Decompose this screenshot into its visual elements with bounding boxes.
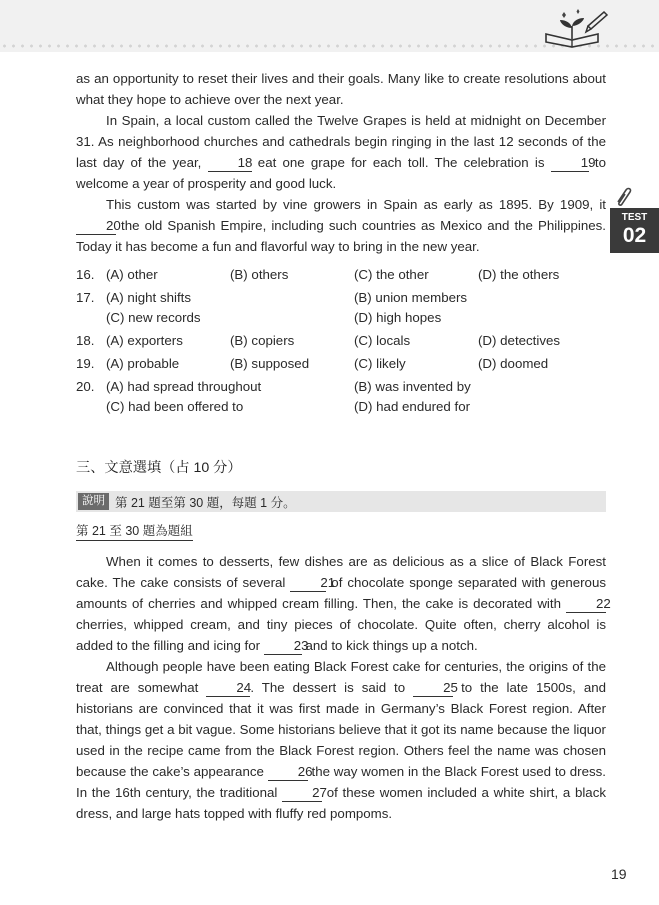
answer-options [76, 265, 606, 417]
question-number: 20. [76, 379, 95, 394]
section-title: 三、文意選填（占 10 分） [76, 460, 242, 476]
blank-22[interactable]: 22 [566, 596, 606, 613]
blank-27[interactable]: 27 [282, 785, 322, 802]
blank-20[interactable]: 20 [76, 218, 116, 235]
paragraph-custom-history [76, 194, 606, 257]
text: to welcome a year of prosperity and good luck. [76, 155, 607, 191]
option-b[interactable]: (B) supposed [230, 356, 310, 371]
blank-25[interactable]: 25 [413, 680, 453, 697]
question-group-title: 第 21 至 30 題為題組 [76, 522, 193, 541]
text: . The dessert is said to [250, 680, 406, 695]
option-b[interactable]: (B) was invented by [354, 379, 471, 394]
text: to the late 1500s, and historians are convinced that it was first made in Germany’s Black Forest region. After that, things get a bit vague. Some historians believe that it got its name because the liquor used in the recipe came from the Black Forest region. Others feel the name was chosen because the cake’s appearance [76, 680, 607, 779]
text: of chocolate sponge separated with generous amounts of cherries and whipped cream filling. Then, the cake is decorated with [76, 575, 606, 611]
option-c[interactable]: (C) likely [354, 356, 406, 371]
question-19 [76, 354, 606, 374]
question-number: 16. [76, 267, 95, 282]
text: of these women included a white shirt, a black dress, and large hats topped with fluffy red pompoms. [76, 785, 606, 821]
option-a[interactable]: (A) exporters [106, 333, 183, 348]
option-d[interactable]: (D) had endured for [354, 399, 471, 414]
option-a[interactable]: (A) had spread throughout [106, 379, 262, 394]
paragraph-twelve-grapes [76, 110, 606, 194]
text: eat one grape for each toll. The celebration is [257, 155, 545, 170]
book-plant-icon [538, 6, 610, 48]
option-c[interactable]: (C) locals [354, 333, 411, 348]
option-a[interactable]: (A) night shifts [106, 290, 191, 305]
question-17 [76, 288, 606, 328]
blank-26[interactable]: 26 [268, 764, 308, 781]
option-c[interactable]: (C) had been offered to [106, 399, 244, 414]
paragraph-origins [76, 656, 606, 824]
option-a[interactable]: (A) other [106, 267, 158, 282]
instruction-bar [76, 491, 606, 512]
blank-23[interactable]: 23 [264, 638, 302, 655]
text: the old Spanish Empire, including such countries as Mexico and the Philippines. Today it has become a fun and flavorful way to bring in the new year. [76, 218, 606, 254]
question-18 [76, 331, 606, 351]
paragraph-black-forest-cake [76, 551, 611, 656]
test-tab [610, 208, 659, 253]
question-number: 18. [76, 333, 95, 348]
text: This custom was started by vine growers in Spain as early as 1895. By 1909, it [106, 197, 606, 212]
option-d[interactable]: (D) high hopes [354, 310, 442, 325]
blank-24[interactable]: 24 [206, 680, 250, 697]
blank-21[interactable]: 21 [290, 575, 326, 592]
question-number: 19. [76, 356, 95, 371]
test-tab-label: TEST [621, 212, 648, 223]
option-d[interactable]: (D) detectives [478, 333, 561, 348]
paragraph-1-continued: as an opportunity to reset their lives and their goals. Many like to create resolutions about what they hope to achieve over the next year. [76, 71, 606, 107]
page-number: 19 [611, 866, 627, 882]
blank-19[interactable]: 19 [551, 155, 589, 172]
instruction-tag: 說明 [78, 493, 109, 510]
option-c[interactable]: (C) new records [106, 310, 201, 325]
text: cherries, whipped cream, and tiny pieces of chocolate. Quite often, cherry alcohol is added to the filling and icing for [76, 617, 606, 653]
option-b[interactable]: (B) copiers [230, 333, 295, 348]
option-b[interactable]: (B) others [230, 267, 289, 282]
page-content [76, 68, 611, 824]
paperclip-icon [612, 186, 634, 208]
option-b[interactable]: (B) union members [354, 290, 468, 305]
question-20 [76, 377, 606, 417]
question-number: 17. [76, 290, 95, 305]
test-tab-number: 02 [622, 224, 647, 247]
option-d[interactable]: (D) doomed [478, 356, 549, 371]
instruction-text: 第 21 題至第 30 題，每題 1 分。 [115, 495, 296, 510]
option-c[interactable]: (C) the other [354, 267, 429, 282]
question-16 [76, 265, 606, 285]
option-a[interactable]: (A) probable [106, 356, 180, 371]
blank-18[interactable]: 18 [208, 155, 252, 172]
text: In Spain, a local custom called the Twelve Grapes is held at midnight on December 31. As neighborhood churches and cathedrals begin ringing in the last 12 seconds of the last day of the year, [76, 113, 606, 170]
text: and to kick things up a notch. [305, 638, 478, 653]
text: the way women in the Black Forest used to dress. In the 16th century, the traditional [76, 764, 606, 800]
option-d[interactable]: (D) the others [478, 267, 560, 282]
text: When it comes to desserts, few dishes are as delicious as a slice of Black Forest cake. The cake consists of several [76, 554, 606, 590]
text: Although people have been eating Black Forest cake for centuries, the origins of the treat are somewhat [76, 659, 606, 695]
